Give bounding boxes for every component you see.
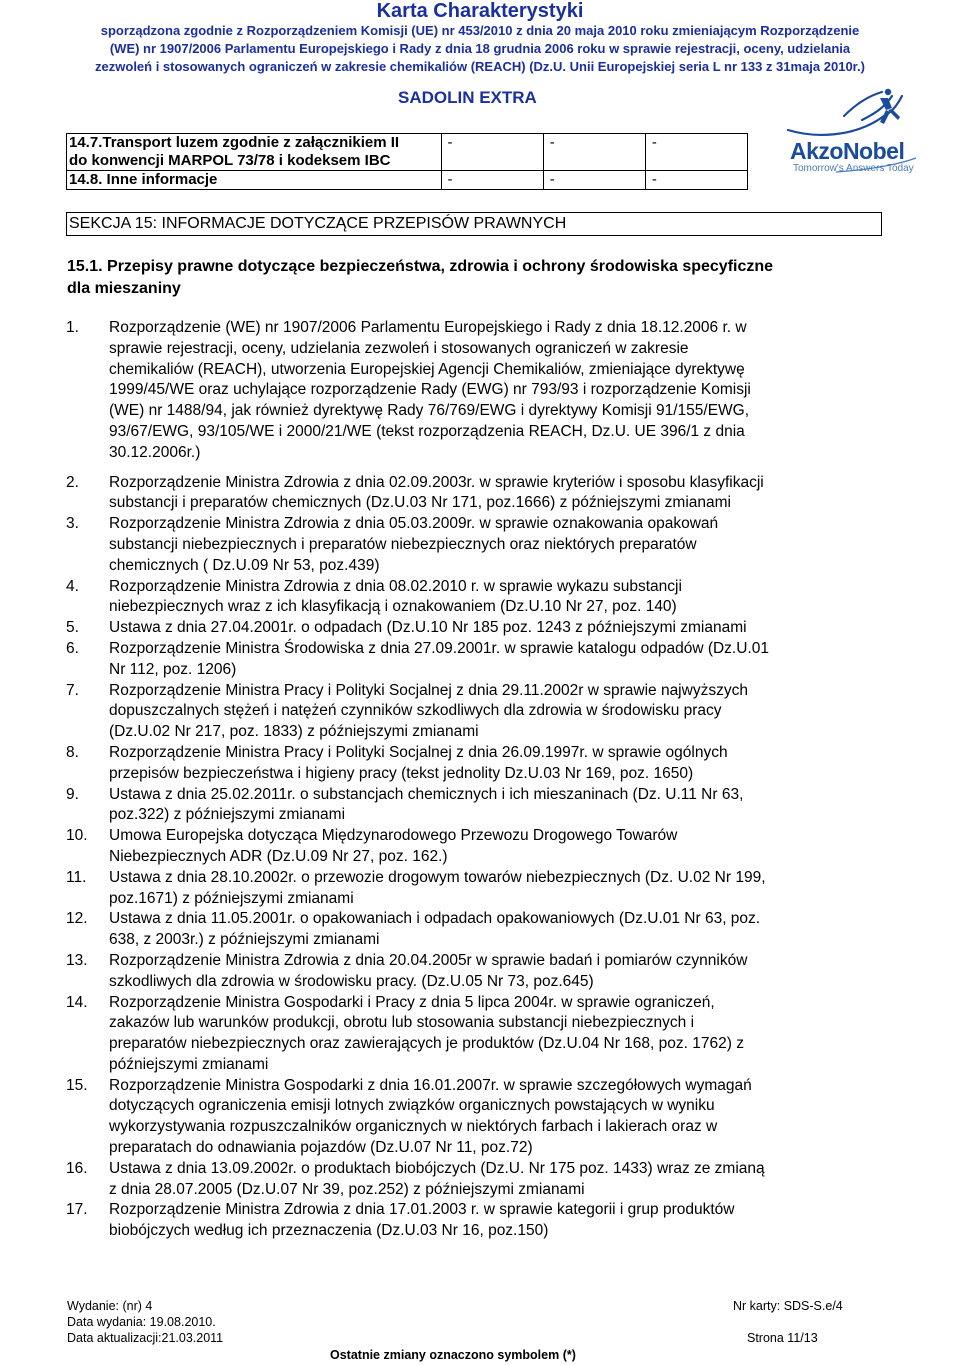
list-item-text-line: chemicznych ( Dz.U.09 Nr 53, poz.439) <box>109 556 380 574</box>
list-item-number: 14. <box>66 993 88 1011</box>
footer-issue-date: Data wydania: 19.08.2010. <box>67 1315 216 1329</box>
list-item <box>66 1200 888 1242</box>
transport-table <box>66 133 748 190</box>
list-item-text-line: poz.1671) z późniejszymi zmianami <box>109 889 354 907</box>
list-item-text-line: z dnia 28.07.2005 (Dz.U.07 Nr 39, poz.252) z późniejszymi zmianami <box>109 1180 585 1198</box>
header-line-1: sporządzona zgodnie z Rozporządzeniem Komisji (UE) nr 453/2010 z dnia 20 maja 2010 roku zmieniającym Rozporządzenie <box>100 23 860 38</box>
list-item-text-line: 638, z 2003r.) z późniejszymi zmianami <box>109 931 380 949</box>
footer-update-date: Data aktualizacji:21.03.2011 <box>67 1331 224 1345</box>
list-item-text-line: Ustawa z dnia 28.10.2002r. o przewozie drogowym towarów niebezpiecznych (Dz. U.02 Nr 199, <box>109 868 766 886</box>
logo-tagline: Tomorrow's Answers Today <box>793 163 914 174</box>
list-item-text-line: Niebezpiecznych ADR (Dz.U.09 Nr 27, poz. 162.) <box>109 847 448 865</box>
list-item <box>66 577 888 619</box>
table-cell-label: 14.8. Inne informacje <box>67 171 442 190</box>
list-item-number: 1. <box>66 319 79 336</box>
subsection-line: 15.1. Przepisy prawne dotyczące bezpieczeństwa, zdrowia i ochrony środowiska specyficzne <box>67 258 774 275</box>
list-item-text-line: przepisów bezpieczeństwa i higieny pracy (tekst jednolity Dz.U.03 Nr 169, poz. 1650) <box>109 764 694 782</box>
list-item-number: 12. <box>66 910 88 928</box>
list-item-number: 3. <box>66 515 79 533</box>
list-item-text-line: Ustawa z dnia 25.02.2011r. o substancjach chemicznych i ich mieszaninach (Dz. U.11 Nr 63, <box>109 785 744 803</box>
list-item-text-line: substancji niebezpiecznych i preparatów niebezpiecznych oraz niektórych preparatów <box>109 535 697 553</box>
list-item-number: 11. <box>66 868 87 886</box>
list-item <box>66 473 888 515</box>
list-item <box>66 681 888 743</box>
list-item-text-line: dopuszczalnych stężeń i natężeń czynników szkodliwych dla zdrowia w środowisku pracy <box>109 702 722 720</box>
table-cell-value: - <box>645 171 747 190</box>
list-item-text-line: Rozporządzenie Ministra Zdrowia z dnia 05.03.2009r. w sprawie oznakowania opakowań <box>109 515 719 533</box>
list-item <box>66 514 888 576</box>
list-item-text-line: Rozporządzenie Ministra Zdrowia z dnia 08.02.2010 r. w sprawie wykazu substancji <box>109 577 682 595</box>
table-cell-value: - <box>543 134 645 171</box>
table-cell-value: - <box>645 134 747 171</box>
list-item-text-line: dotyczących ograniczenia emisji lotnych związków organicznych powstających w wyniku <box>109 1097 715 1115</box>
list-item-number: 15. <box>66 1076 88 1094</box>
list-item <box>66 318 888 464</box>
list-item <box>66 993 888 1076</box>
list-item-text-line: biobójczych według ich przeznaczenia (Dz.U.03 Nr 16, poz.150) <box>109 1222 549 1240</box>
list-item-text-line: Rozporządzenie Ministra Pracy i Polityki Socjalnej z dnia 29.11.2002r w sprawie najwyższych <box>109 681 748 699</box>
list-item-number: 8. <box>66 743 79 761</box>
list-item-text-line: poz.322) z późniejszymi zmianami <box>109 806 346 824</box>
subsection-line: dla mieszaniny <box>67 280 181 297</box>
list-item-text-line: Ustawa z dnia 13.09.2002r. o produktach biobójczych (Dz.U. Nr 175 poz. 1433) wraz ze zmianą <box>109 1159 765 1177</box>
header-line-3: zezwoleń i stosowanych ograniczeń w zakresie chemikaliów (REACH) (Dz.U. Unii Europejskiej seria L nr 133 z 31maja 2010r.) <box>95 59 865 74</box>
list-item-number: 4. <box>66 577 79 595</box>
list-item <box>66 951 888 993</box>
footer-page-number: Strona 11/13 <box>747 1331 818 1345</box>
table-cell-label <box>67 134 442 171</box>
list-item-number: 17. <box>66 1201 88 1219</box>
list-item <box>66 639 888 681</box>
list-item-text-line: 30.12.2006r.) <box>109 443 201 461</box>
list-item-text-line: wykorzystywania rozpuszczalników organicznych w niektórych farbach i lakierach oraz w <box>109 1118 718 1136</box>
list-item-number: 9. <box>66 785 79 803</box>
section-15-heading: SEKCJA 15: INFORMACJE DOTYCZĄCE PRZEPISÓW PRAWNYCH <box>66 212 882 236</box>
footer-edition: Wydanie: (nr) 4 <box>67 1299 153 1313</box>
list-item-text-line: Rozporządzenie Ministra Zdrowia z dnia 20.04.2005r w sprawie badań i pomiarów czynników <box>109 951 748 969</box>
list-item-text-line: preparatów niebezpiecznych oraz zawierających je produktów (Dz.U.04 Nr 168, poz. 1762) z <box>109 1035 744 1053</box>
list-item <box>66 826 888 868</box>
row-label-line: 14.7.Transport luzem zgodnie z załącznikiem II <box>69 134 400 151</box>
list-item-text-line: późniejszymi zmianami <box>109 1055 269 1073</box>
list-item-text-line: Rozporządzenie Ministra Zdrowia z dnia 17.01.2003 r. w sprawie kategorii i grup produktów <box>109 1201 735 1219</box>
list-item-number: 10. <box>66 827 88 845</box>
list-item-text-line: preparatach do odnawiania pojazdów (Dz.U.07 Nr 11, poz.72) <box>109 1139 533 1157</box>
list-item-text-line: niebezpiecznych wraz z ich klasyfikacją i oznakowaniem (Dz.U.10 Nr 27, poz. 140) <box>109 598 677 616</box>
logo-wordmark: AkzoNobel <box>790 138 905 164</box>
list-item <box>66 1159 888 1201</box>
list-item-number: 13. <box>66 951 88 969</box>
list-item <box>66 1076 888 1159</box>
list-item-text-line: (Dz.U.02 Nr 217, poz. 1833) z późniejszymi zmianami <box>109 723 479 741</box>
list-item <box>66 785 888 827</box>
list-item <box>66 618 888 639</box>
footer-card-number: Nr karty: SDS-S.e/4 <box>733 1299 843 1313</box>
list-item-text-line: Rozporządzenie (WE) nr 1907/2006 Parlamentu Europejskiego i Rady z dnia 18.12.2006 r. w <box>109 319 747 336</box>
list-item-text-line: 93/67/EWG, 93/105/WE i 2000/21/WE (tekst rozporządzenia REACH, Dz.U. UE 396/1 z dnia <box>109 422 745 440</box>
row-label-line: do konwencji MARPOL 73/78 i kodeksem IBC <box>69 152 391 169</box>
regulations-list <box>66 318 888 1242</box>
list-item-text-line: (WE) nr 1488/94, jak również dyrektywę Rady 76/769/EWG i dyrektywy Komisji 91/155/EWG, <box>109 402 750 420</box>
list-item-text-line: chemikaliów (REACH), utworzenia Europejskiej Agencji Chemikaliów, zmieniające dyrektywę <box>109 360 745 378</box>
list-item-number: 2. <box>66 473 79 491</box>
table-row <box>67 134 748 171</box>
table-cell-value: - <box>441 171 543 190</box>
list-item-text-line: Rozporządzenie Ministra Gospodarki z dnia 16.01.2007r. w sprawie szczegółowych wymagań <box>109 1076 752 1094</box>
list-item <box>66 868 888 910</box>
table-row <box>67 171 748 190</box>
footer-changes-note: Ostatnie zmiany oznaczono symbolem (*) <box>330 1348 576 1362</box>
document-title: Karta Charakterystyki <box>376 0 584 22</box>
header-line-2: (WE) nr 1907/2006 Parlamentu Europejskiego i Rady z dnia 18 grudnia 2006 roku w sprawie rejestracji, oceny, udzielania <box>109 41 851 56</box>
list-item-text-line: sprawie rejestracji, oceny, udzielania zezwoleń i stosowanych ograniczeń w zakresie <box>109 339 689 357</box>
list-item-number: 6. <box>66 639 79 657</box>
list-item-number: 5. <box>66 619 79 637</box>
list-item-text-line: Ustawa z dnia 27.04.2001r. o odpadach (Dz.U.10 Nr 185 poz. 1243 z późniejszymi zmianami <box>109 619 747 637</box>
list-item-text-line: szkodliwych dla zdrowia w środowisku pracy. (Dz.U.05 Nr 73, poz.645) <box>109 972 594 990</box>
list-item-text-line: zakazów lub warunków produkcji, obrotu lub stosowania substancji niebezpiecznych i <box>109 1014 695 1032</box>
table-cell-value: - <box>543 171 645 190</box>
product-name: SADOLIN EXTRA <box>398 88 537 107</box>
table-cell-value: - <box>441 134 543 171</box>
list-item-text-line: Umowa Europejska dotycząca Międzynarodowego Przewozu Drogowego Towarów <box>109 827 678 845</box>
list-item-text-line: Ustawa z dnia 11.05.2001r. o opakowaniach i odpadach opakowaniowych (Dz.U.01 Nr 63, poz. <box>109 910 761 928</box>
list-item <box>66 743 888 785</box>
list-item-text-line: Rozporządzenie Ministra Zdrowia z dnia 02.09.2003r. w sprawie kryteriów i sposobu klasyfikacji <box>109 473 764 491</box>
subsection-15-1-heading <box>67 256 887 300</box>
list-item-number: 16. <box>66 1159 88 1177</box>
list-item-text-line: 1999/45/WE oraz uchylające rozporządzenie Rady (EWG) nr 793/93 i rozporządzenie Komisji <box>109 381 751 399</box>
list-item <box>66 909 888 951</box>
list-item-number: 7. <box>66 681 79 699</box>
list-item-text-line: Rozporządzenie Ministra Środowiska z dnia 27.09.2001r. w sprawie katalogu odpadów (Dz.U.01 <box>109 639 769 657</box>
list-item-text-line: Rozporządzenie Ministra Pracy i Polityki Socjalnej z dnia 26.09.1997r. w sprawie ogólnych <box>109 743 728 761</box>
list-item-text-line: Nr 112, poz. 1206) <box>109 660 237 678</box>
list-item-text-line: Rozporządzenie Ministra Gospodarki i Pracy z dnia 5 lipca 2004r. w sprawie ograniczeń, <box>109 993 715 1011</box>
list-item-text-line: substancji i preparatów chemicznych (Dz.U.03 Nr 171, poz.1666) z późniejszymi zmianami <box>109 494 731 512</box>
